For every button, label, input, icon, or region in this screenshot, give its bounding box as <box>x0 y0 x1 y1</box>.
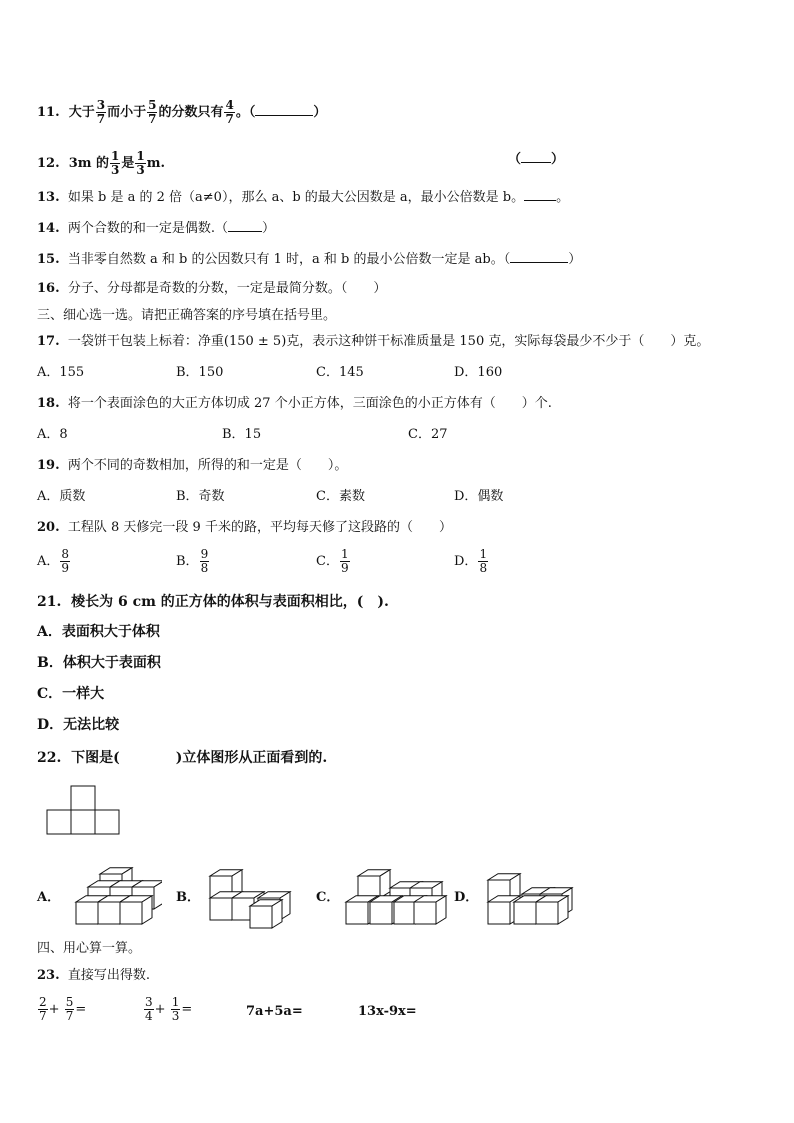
option-d[interactable]: D．160 <box>454 365 503 380</box>
option-d[interactable]: D． $\frac{1}{8}$ <box>454 547 488 575</box>
question-13: 13. 如果 b 是 a 的 2 倍（a≠0），那么 a、b 的最大公因数是 a，最小公倍数是 b。 。 <box>37 190 570 205</box>
answer-bracket: （ ） <box>508 152 565 167</box>
question-19: 19. 两个不同的奇数相加，所得的和一定是（ ）。 <box>37 458 348 473</box>
answer-blank[interactable] <box>255 103 313 116</box>
question-number: 19. <box>37 458 60 473</box>
section-heading: 三、细心选一选。请把正确答案的序号填在括号里。 <box>37 308 337 323</box>
section-heading: 四、用心算一算。 <box>37 941 142 956</box>
option-c[interactable]: C．27 <box>408 427 448 442</box>
question-21: 21. 棱长为 6 cm 的正方体的体积与表面积相比，( ). <box>37 594 389 610</box>
fraction: $\frac{4}{7}$ <box>225 98 234 126</box>
cube-figure-b <box>206 866 298 932</box>
answer-blank[interactable] <box>524 188 556 201</box>
question-number: 23. <box>37 968 60 983</box>
option-a[interactable]: A． <box>37 890 61 905</box>
option-a[interactable]: A．8 <box>37 427 68 442</box>
option-d[interactable]: D．偶数 <box>454 489 504 504</box>
question-number: 11. <box>37 105 60 120</box>
option-a[interactable]: A． $\frac{8}{9}$ <box>37 547 70 575</box>
question-number: 16. <box>37 281 60 296</box>
option-b[interactable]: B． <box>176 890 200 905</box>
question-15: 15. 当非零自然数 a 和 b 的公因数只有 1 时，a 和 b 的最小公倍数一定是 ab。（ ） <box>37 252 582 267</box>
cube <box>536 896 568 924</box>
fraction: $\frac{5}{7}$ <box>148 98 157 126</box>
question-23: 23. 直接写出得数. <box>37 968 151 983</box>
option-b[interactable]: B．15 <box>222 427 262 442</box>
cube <box>414 896 446 924</box>
question-20: 20. 工程队 8 天修完一段 9 千米的路，平均每天修了这段路的（ ） <box>37 520 452 535</box>
option-a[interactable]: A．质数 <box>37 489 86 504</box>
option-c[interactable]: C．145 <box>316 365 364 380</box>
question-18: 18. 将一个表面涂色的大正方体切成 27 个小正方体，三面涂色的小正方体有（ ）个. <box>37 396 552 411</box>
option-d[interactable]: D． <box>454 890 479 905</box>
cube <box>358 870 390 898</box>
question-11: 11. 大于 $\frac{3}{7}$ 而小于 $\frac{5}{7}$ 的分数只有 $\frac{4}{7}$ 。（ ） <box>37 98 327 126</box>
option-c[interactable]: C．一样大 <box>37 686 105 702</box>
question-number: 12. <box>37 156 60 171</box>
question-number: 17. <box>37 334 60 349</box>
question-12: 12. 3m 的 $\frac{1}{3}$ 是 $\frac{1}{3}$ m. <box>37 149 166 177</box>
cube-figure-c <box>344 866 448 932</box>
question-14: 14. 两个合数的和一定是偶数.（ ） <box>37 221 276 236</box>
option-a[interactable]: A．表面积大于体积 <box>37 624 160 640</box>
question-number: 14. <box>37 221 60 236</box>
question-22: 22. 下图是( )立体图形从正面看到的. <box>37 750 328 766</box>
expression-1: $\frac{2}{7}$ + $\frac{5}{7}$ = <box>39 995 87 1023</box>
option-a[interactable]: A．155 <box>37 365 85 380</box>
cube <box>120 896 152 924</box>
question-number: 13. <box>37 190 60 205</box>
question-number: 22. <box>37 750 62 766</box>
question-number: 20. <box>37 520 60 535</box>
option-b[interactable]: B． $\frac{9}{8}$ <box>176 547 209 575</box>
answer-blank[interactable] <box>228 219 262 232</box>
fraction: $\frac{3}{7}$ <box>96 98 106 126</box>
cube <box>250 900 282 928</box>
question-16: 16. 分子、分母都是奇数的分数，一定是最简分数。（ ） <box>37 281 387 296</box>
expression-3: 7a+5a= <box>246 1004 303 1019</box>
fraction: $\frac{1}{3}$ <box>111 149 120 177</box>
question-number: 21. <box>37 594 62 610</box>
option-b[interactable]: B．奇数 <box>176 489 225 504</box>
option-c[interactable]: C．素数 <box>316 489 365 504</box>
answer-blank[interactable] <box>510 250 568 263</box>
option-b[interactable]: B．150 <box>176 365 224 380</box>
expression-4: 13x-9x= <box>358 1004 417 1019</box>
option-c[interactable]: C． <box>316 890 340 905</box>
question-number: 15. <box>37 252 60 267</box>
front-view-figure <box>46 784 124 836</box>
cube-figure-a <box>70 862 162 932</box>
option-d[interactable]: D．无法比较 <box>37 717 120 733</box>
fraction: $\frac{1}{3}$ <box>136 149 145 177</box>
cube-figure-d <box>484 870 576 932</box>
option-c[interactable]: C． $\frac{1}{9}$ <box>316 547 349 575</box>
question-number: 18. <box>37 396 60 411</box>
expression-2: $\frac{3}{4}$ + $\frac{1}{3}$ = <box>145 995 193 1023</box>
question-17: 17. 一袋饼干包装上标着：净重(150 ± 5)克，表示这种饼干标准质量是 150 克，实际每袋最少不少于（ ）克。 <box>37 334 710 349</box>
answer-blank[interactable] <box>521 150 551 163</box>
option-b[interactable]: B．体积大于表面积 <box>37 655 161 671</box>
